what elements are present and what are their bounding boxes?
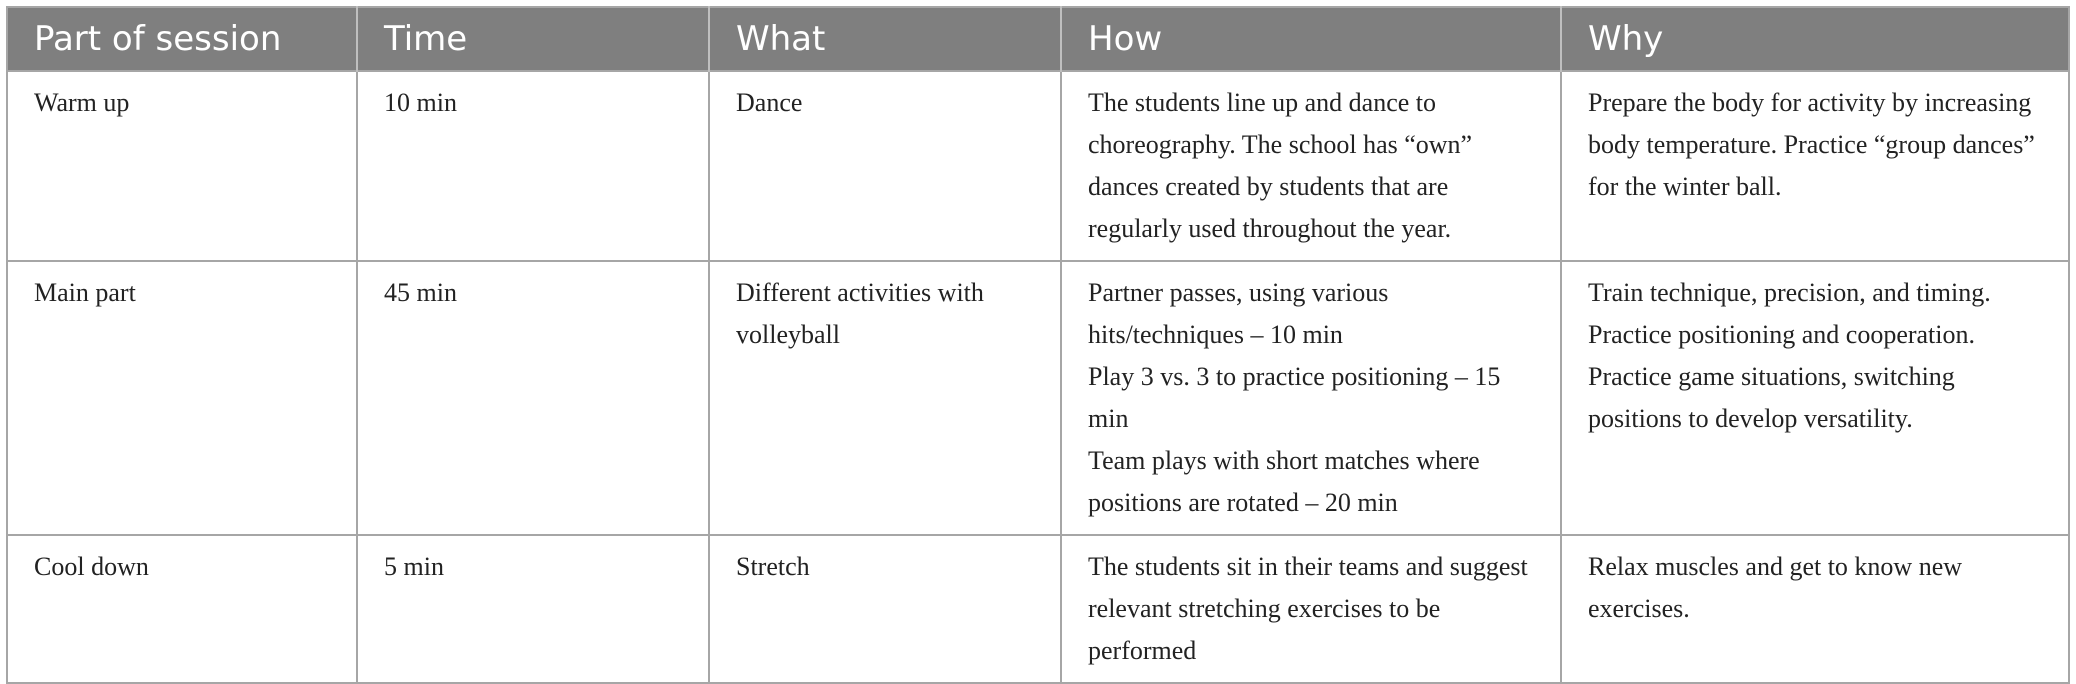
cell-how [1061, 261, 1561, 535]
session-plan-table [6, 6, 2070, 684]
cell-time: 45 min [357, 261, 709, 535]
how-line: Play 3 vs. 3 to practice positioning – 15 min [1088, 362, 1501, 433]
cell-why [1561, 535, 2069, 683]
table-row [7, 535, 2069, 683]
why-line: Practice positioning and cooperation. [1588, 320, 1976, 349]
cell-how [1061, 535, 1561, 683]
header-what: What [709, 7, 1061, 71]
header-how: How [1061, 7, 1561, 71]
how-line: The students sit in their teams and suggest relevant stretching exercises to be performed [1088, 552, 1528, 665]
how-line: Team plays with short matches where positions are rotated – 20 min [1088, 446, 1480, 517]
cell-how [1061, 71, 1561, 261]
cell-part: Warm up [7, 71, 357, 261]
cell-what: Different activities with volleyball [709, 261, 1061, 535]
header-time: Time [357, 7, 709, 71]
why-line: Practice game situations, switching positions to develop versatility. [1588, 362, 1955, 433]
header-part-of-session: Part of session [7, 7, 357, 71]
cell-why [1561, 261, 2069, 535]
cell-what: Dance [709, 71, 1061, 261]
why-line: Train technique, precision, and timing. [1588, 278, 1991, 307]
how-line: The students line up and dance to choreography. The school has “own” dances created by students that are regularly used throughout the year. [1088, 88, 1473, 243]
how-line: Partner passes, using various hits/techniques – 10 min [1088, 278, 1389, 349]
cell-why [1561, 71, 2069, 261]
why-line: Relax muscles and get to know new exercises. [1588, 552, 1963, 623]
cell-what: Stretch [709, 535, 1061, 683]
cell-part: Cool down [7, 535, 357, 683]
cell-time: 10 min [357, 71, 709, 261]
session-table-container [6, 6, 2068, 684]
header-why: Why [1561, 7, 2069, 71]
why-line: Prepare the body for activity by increasing body temperature. Practice “group dances” for the winter ball. [1588, 88, 2035, 201]
cell-part: Main part [7, 261, 357, 535]
header-row [7, 7, 2069, 71]
table-row [7, 261, 2069, 535]
cell-time: 5 min [357, 535, 709, 683]
table-row [7, 71, 2069, 261]
